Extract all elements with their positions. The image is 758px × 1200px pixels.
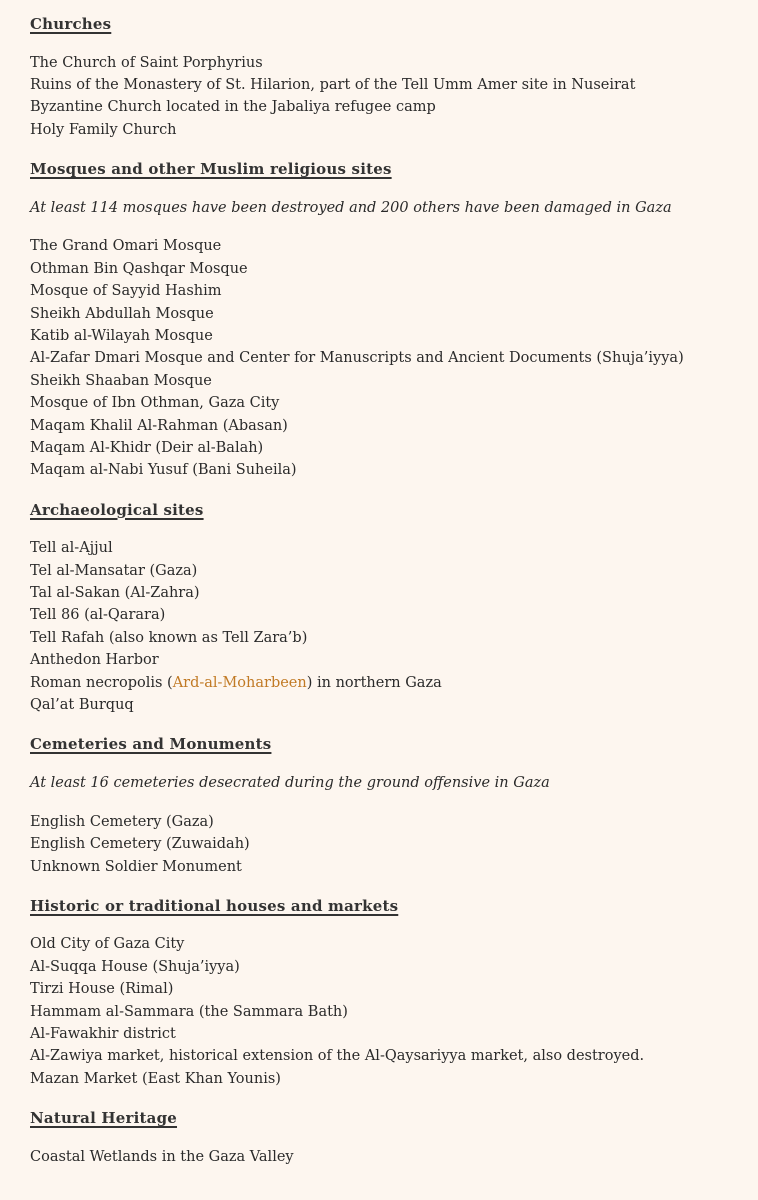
list-item-with-link: [30, 672, 728, 694]
list-item: Al-Suqqa House (Shuja’iyya): [30, 958, 240, 975]
section-note: At least 114 mosques have been destroyed and 200 others have been damaged in Gaza: [30, 199, 672, 216]
section-churches: [30, 13, 728, 141]
list-item: Tell 86 (al-Qarara): [30, 607, 166, 624]
section-heading: Natural Heritage: [30, 1109, 178, 1128]
list-item: Unknown Soldier Monument: [30, 858, 242, 875]
list-item: English Cemetery (Gaza): [30, 813, 214, 830]
list-item: Tell al-Ajjul: [30, 540, 113, 557]
item-list: [30, 52, 728, 142]
item-list: [30, 811, 728, 878]
section-heading: Archaeological sites: [30, 500, 204, 519]
list-item: Holy Family Church: [30, 121, 177, 138]
list-item: Byzantine Church located in the Jabaliya refugee camp: [30, 99, 436, 116]
section-heading: Mosques and other Muslim religious sites: [30, 160, 392, 179]
list-item: Sheikh Shaaban Mosque: [30, 372, 212, 389]
list-item: Mosque of Sayyid Hashim: [30, 283, 222, 300]
section-mosques: [30, 158, 728, 482]
item-list: [30, 537, 728, 716]
list-item: Ruins of the Monastery of St. Hilarion, part of the Tell Umm Amer site in Nuseirat: [30, 76, 636, 93]
list-item: Al-Fawakhir district: [30, 1026, 176, 1043]
list-item: The Grand Omari Mosque: [30, 238, 222, 255]
section-cemeteries: [30, 733, 728, 878]
list-item: Tel al-Mansatar (Gaza): [30, 562, 198, 579]
list-item: Maqam Al-Khidr (Deir al-Balah): [30, 439, 264, 456]
section-heading: Churches: [30, 15, 112, 33]
list-item: Hammam al-Sammara (the Sammara Bath): [30, 1003, 348, 1020]
list-item: Anthedon Harbor: [30, 652, 159, 669]
list-item: Maqam al-Nabi Yusuf (Bani Suheila): [30, 462, 297, 479]
item-list: [30, 235, 728, 481]
list-item: English Cemetery (Zuwaidah): [30, 836, 250, 853]
list-item: Qal’at Burquq: [30, 697, 134, 713]
list-item: Mosque of Ibn Othman, Gaza City: [30, 395, 280, 412]
item-list: [30, 1146, 728, 1168]
list-item: Tell Rafah (also known as Tell Zara’b): [30, 629, 308, 646]
list-item: Katib al-Wilayah Mosque: [30, 328, 213, 345]
list-item: Maqam Khalil Al-Rahman (Abasan): [30, 417, 288, 434]
list-item: Old City of Gaza City: [30, 936, 185, 953]
item-text-before: Roman necropolis (: [30, 674, 173, 691]
item-list: [30, 933, 728, 1090]
list-item: Sheikh Abdullah Mosque: [30, 305, 214, 322]
ard-al-moharbeen-link[interactable]: Ard-al-Moharbeen: [172, 674, 307, 691]
list-item: Tirzi House (Rimal): [30, 981, 174, 998]
list-item: Othman Bin Qashqar Mosque: [30, 260, 248, 277]
list-item: Coastal Wetlands in the Gaza Valley: [30, 1148, 294, 1165]
section-heading: Historic or traditional houses and markets: [30, 896, 399, 915]
list-item: The Church of Saint Porphyrius: [30, 54, 263, 71]
section-archaeological: [30, 499, 728, 717]
section-note: At least 16 cemeteries desecrated during the ground offensive in Gaza: [30, 774, 550, 791]
list-item: Tal al-Sakan (Al-Zahra): [30, 585, 200, 602]
list-item: Al-Zafar Dmari Mosque and Center for Manuscripts and Ancient Documents (Shuja’iyya): [30, 350, 684, 367]
section-natural-heritage: [30, 1107, 728, 1168]
list-item: Al-Zawiya market, historical extension of the Al-Qaysariyya market, also destroyed.: [30, 1048, 645, 1065]
list-item: Mazan Market (East Khan Younis): [30, 1070, 281, 1087]
section-historic-houses: [30, 895, 728, 1090]
section-heading: Cemeteries and Monuments: [30, 735, 272, 754]
item-text-after: ) in northern Gaza: [306, 674, 442, 691]
